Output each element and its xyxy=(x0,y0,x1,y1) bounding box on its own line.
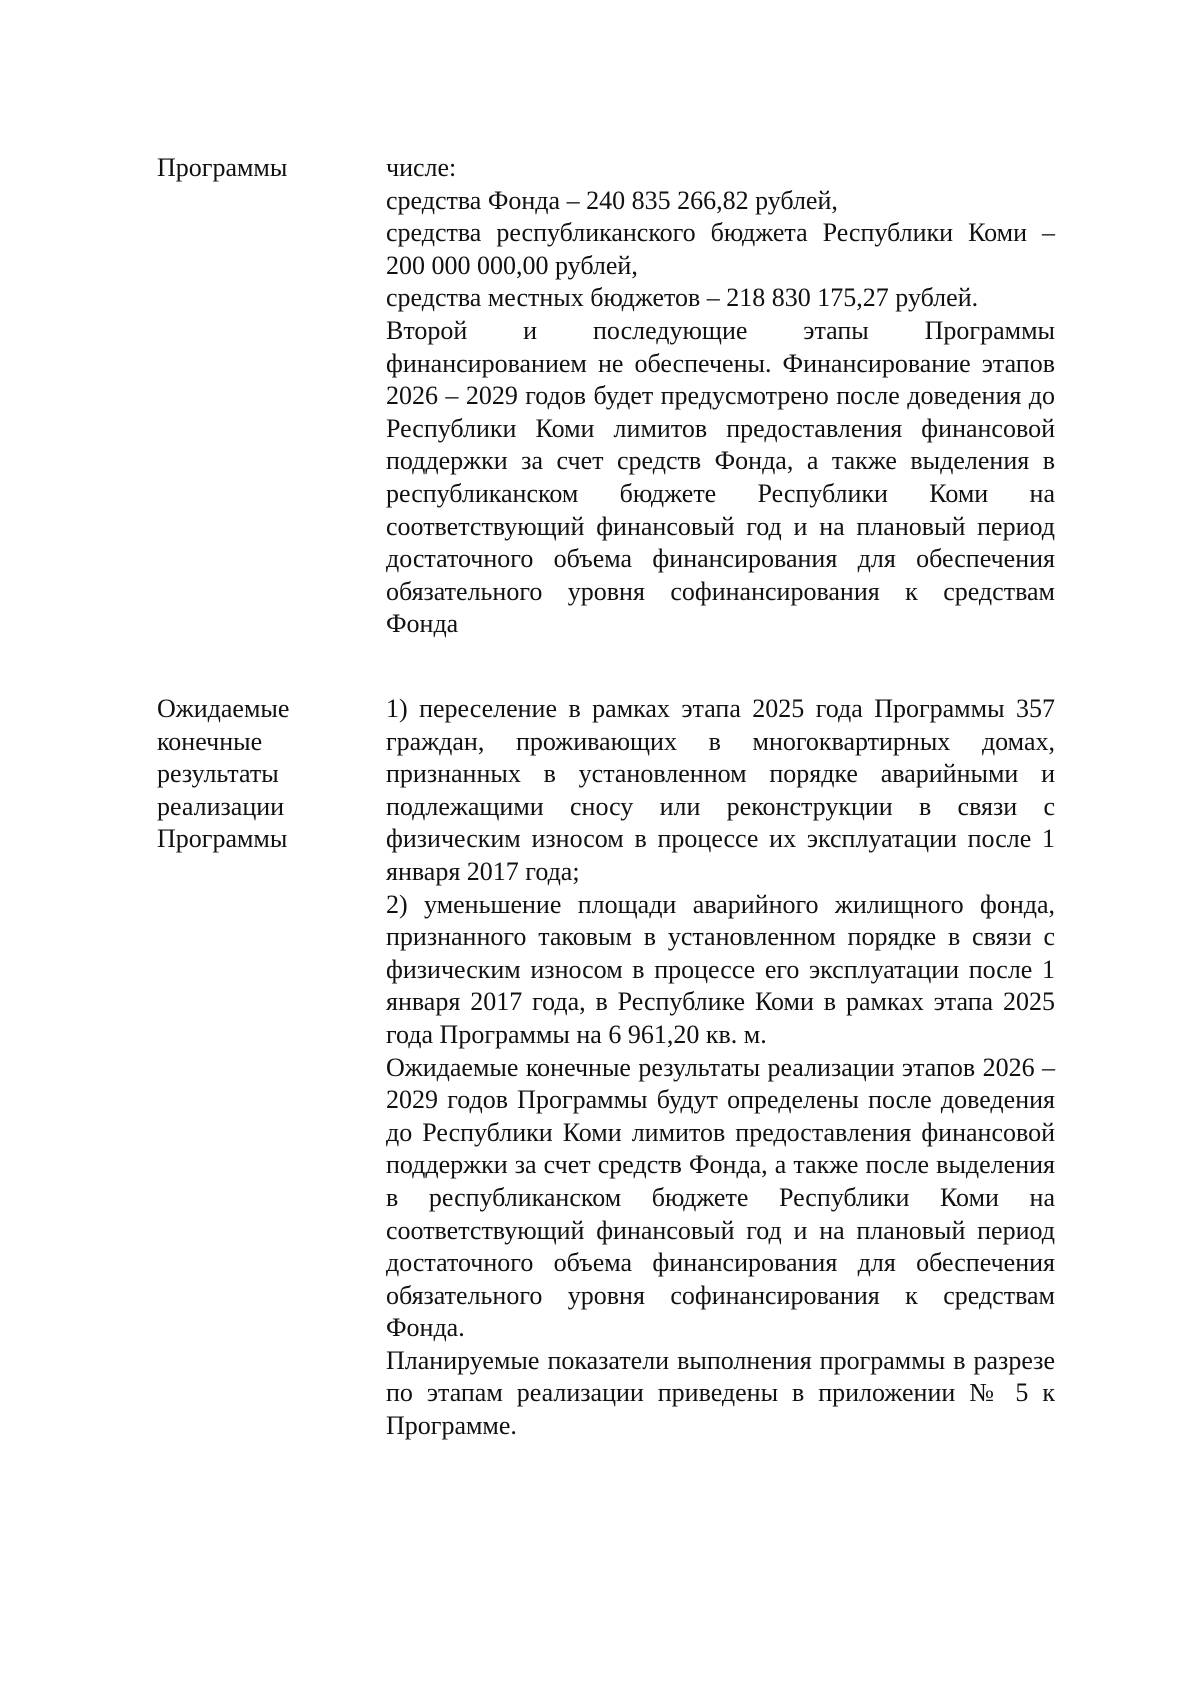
label-line: Ожидаемые xyxy=(157,694,290,723)
financing-paragraph: средства местных бюджетов – 218 830 175,27 рублей. xyxy=(386,283,979,313)
financing-paragraph: средства Фонда – 240 835 266,82 рублей, xyxy=(386,185,838,215)
financing-row-content xyxy=(386,152,1055,641)
label-line: конечные xyxy=(157,726,263,756)
results-paragraph: 1) переселение в рамках этапа 2025 года Программы 357 граждан, проживающих в многоквартирных домах, признанных в установленном порядке аварийными и подлежащими сносу или реконструкции в связи с физическим износом в процессе их эксплуатации после 1 января 2017 года; xyxy=(386,694,1055,886)
label-line: реализации xyxy=(157,791,285,821)
financing-paragraph: Второй и последующие этапы Программы финансированием не обеспечены. Финансирование этапов 2026 – 2029 годов будет предусмотрено после доведения до Республики Коми лимитов предоставления финансовой поддержки за счет средств Фонда, а также выделения в республиканском бюджете Республики Коми на соответствующий финансовый год и на плановый период достаточного объема финансирования для обеспечения обязательного уровня софинансирования к средствам Фонда xyxy=(386,315,1055,639)
financing-paragraph: средства республиканского бюджета Республики Коми – 200 000 000,00 рублей, xyxy=(386,218,1055,280)
label-line: результаты xyxy=(157,759,279,789)
financing-row-label xyxy=(157,152,367,185)
label-line: Программы xyxy=(157,153,288,182)
results-paragraph: 2) уменьшение площади аварийного жилищного фонда, признанного таковым в установленном порядке в связи с физическим износом в процессе его эксплуатации после 1 января 2017 года, в Республике Коми в рамках этапа 2025 года Программы на 6 961,20 кв. м. xyxy=(386,889,1055,1049)
financing-paragraph: числе: xyxy=(386,153,457,182)
label-line: Программы xyxy=(157,824,288,854)
results-paragraph: Ожидаемые конечные результаты реализации этапов 2026 – 2029 годов Программы будут определены после доведения до Республики Коми лимитов предоставления финансовой поддержки за счет средств Фонда, а также после выделения в республиканском бюджете Республики Коми на соответствующий финансовый год и на плановый период достаточного объема финансирования для обеспечения обязательного уровня софинансирования к средствам Фонда. xyxy=(386,1052,1055,1343)
results-row-content xyxy=(386,693,1055,1443)
results-paragraph: Планируемые показатели выполнения программы в разрезе по этапам реализации приведены в приложении № 5 к Программе. xyxy=(386,1345,1055,1441)
results-row-label xyxy=(157,693,367,856)
